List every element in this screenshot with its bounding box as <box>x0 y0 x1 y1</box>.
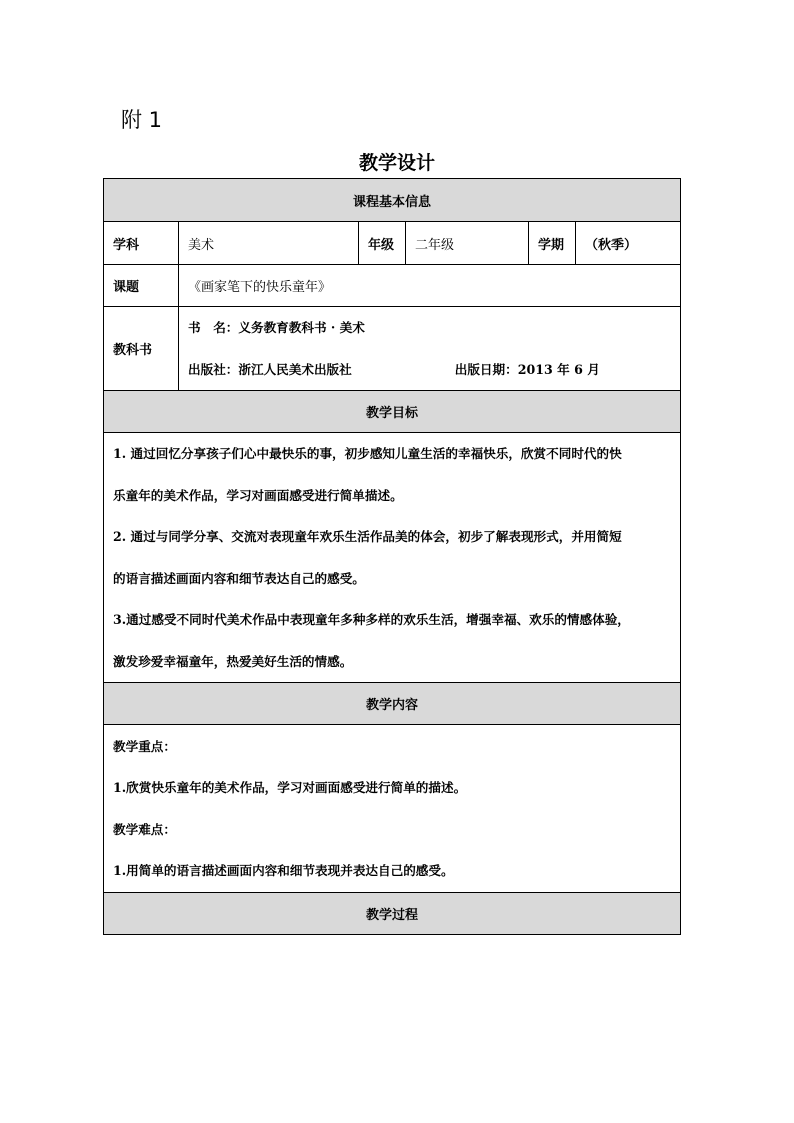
grade-label: 年级 <box>359 222 406 265</box>
objective-line: 1. 通过回忆分享孩子们心中最快乐的事，初步感知儿童生活的幸福快乐，欣赏不同时代的快 <box>113 446 622 461</box>
book-name: 书 名：义务教育教科书 · 美术 <box>188 320 365 335</box>
grade-value: 二年级 <box>406 222 529 265</box>
difficult-point-item: 1.用简单的语言描述画面内容和细节表现并表达自己的感受。 <box>113 863 454 878</box>
textbook-info <box>179 307 681 391</box>
textbook-label: 教科书 <box>104 307 179 391</box>
objective-line: 乐童年的美术作品，学习对画面感受进行简单描述。 <box>113 487 403 503</box>
basic-info-row <box>104 222 681 265</box>
objective-line: 2. 通过与同学分享、交流对表现童年欢乐生活作品美的体会，初步了解表现形式，并用简短 <box>113 529 622 544</box>
difficult-points-label: 教学难点： <box>113 821 176 837</box>
subject-label: 学科 <box>104 222 179 265</box>
section-header-content: 教学内容 <box>104 683 681 725</box>
objectives-text <box>104 433 681 683</box>
objective-line: 的语言描述画面内容和细节表达自己的感受。 <box>113 570 365 586</box>
section-header-objectives: 教学目标 <box>104 391 681 433</box>
objective-line: 3.通过感受不同时代美术作品中表现童年多种多样的欢乐生活，增强幸福、欢乐的情感体验， <box>113 612 630 627</box>
key-points-label: 教学重点： <box>113 738 176 754</box>
section-row-process <box>104 893 681 935</box>
section-header-basic-info: 课程基本信息 <box>104 179 681 222</box>
publisher-line <box>188 349 671 391</box>
appendix-label: 附 1 <box>121 108 163 132</box>
section-row-objectives <box>104 391 681 433</box>
textbook-row <box>104 307 681 391</box>
key-point-item: 1.欣赏快乐童年的美术作品，学习对画面感受进行简单的描述。 <box>113 780 467 795</box>
content-text <box>104 725 681 893</box>
lesson-plan-table <box>103 178 681 935</box>
section-header-process: 教学过程 <box>104 893 681 935</box>
topic-label: 课题 <box>104 265 179 307</box>
topic-row <box>104 265 681 307</box>
publisher: 出版社：浙江人民美术出版社 <box>188 361 352 377</box>
page-title: 教学设计 <box>358 152 435 174</box>
term-value: （秋季） <box>576 222 681 265</box>
objectives-row <box>104 433 681 683</box>
publish-date: 出版日期：2013 年 6 月 <box>454 361 600 377</box>
objective-line: 激发珍爱幸福童年，热爱美好生活的情感。 <box>113 653 353 669</box>
topic-value: 《画家笔下的快乐童年》 <box>179 265 681 307</box>
section-row-content <box>104 683 681 725</box>
term-label: 学期 <box>529 222 576 265</box>
subject-value: 美术 <box>179 222 359 265</box>
section-row-basic-info <box>104 179 681 222</box>
content-row <box>104 725 681 893</box>
